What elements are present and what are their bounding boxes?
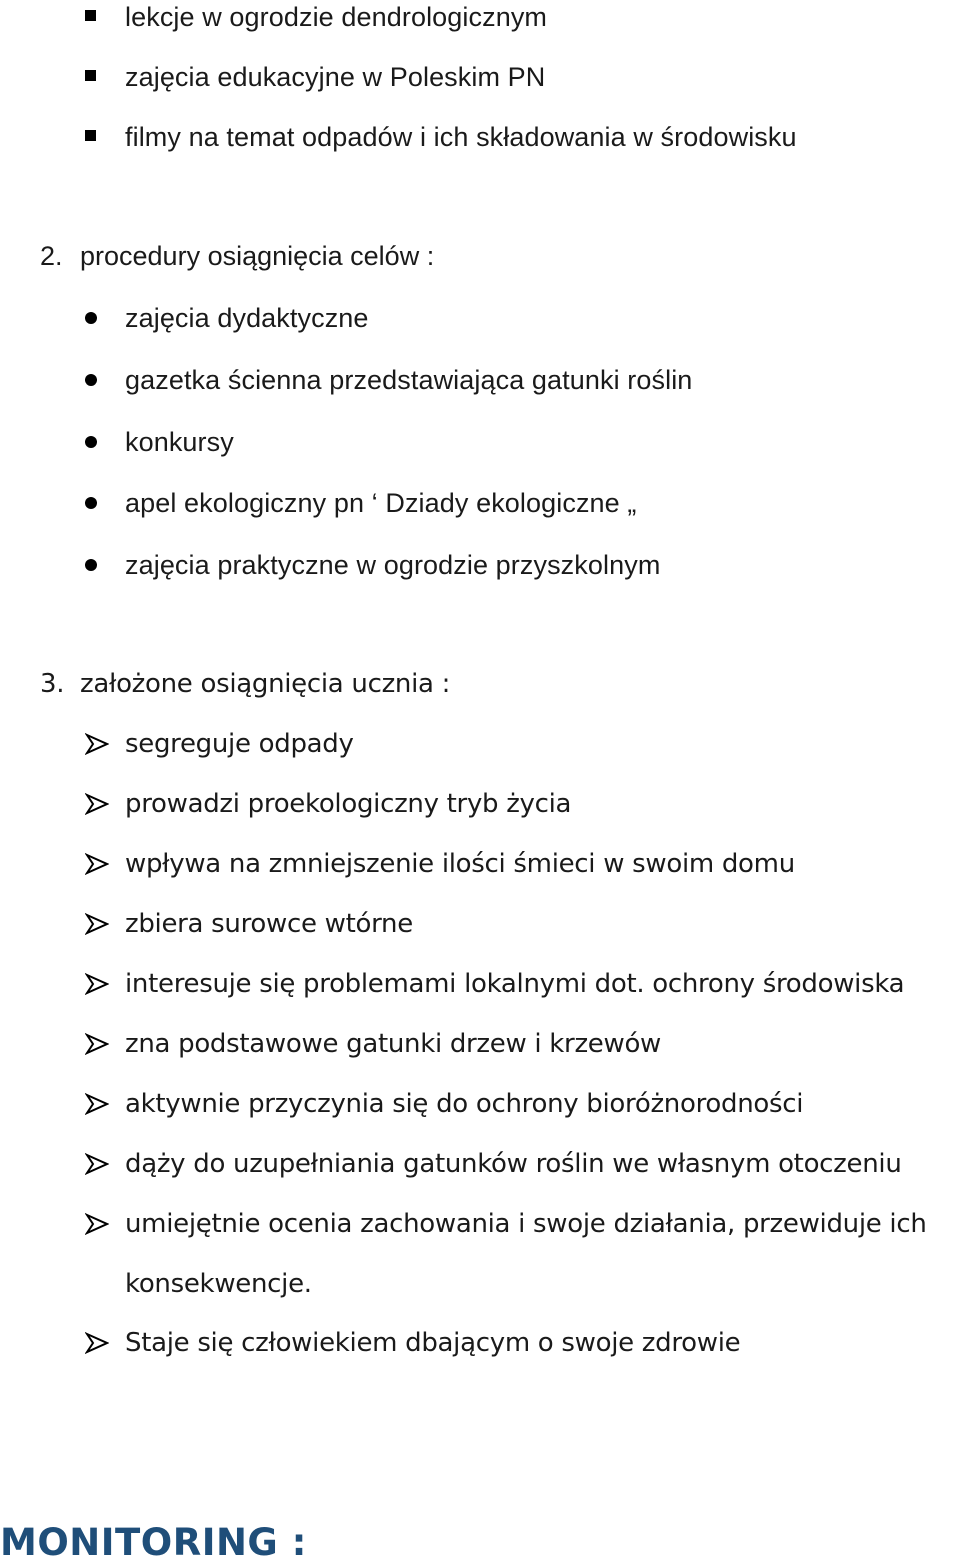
list-item-continuation (0, 1267, 960, 1327)
list-item-text: gazetka ścienna przedstawiająca gatunki roślin (125, 365, 693, 395)
section-heading (40, 667, 450, 701)
list-item (0, 1027, 960, 1087)
list-item-text: wpływa na zmniejszenie ilości śmieci w swoim domu (125, 849, 795, 879)
arrowhead-bullet-icon (85, 1153, 109, 1175)
list-item (0, 1326, 960, 1386)
square-bullet-icon (85, 70, 96, 81)
section-number: 3. (40, 669, 65, 699)
list-item-text: interesuje się problemami lokalnymi dot. ochrony środowiska (125, 969, 905, 999)
list-item (0, 60, 960, 120)
arrowhead-bullet-icon (85, 793, 109, 815)
arrowhead-bullet-icon (85, 1213, 109, 1235)
list-item (0, 787, 960, 847)
list-item-text: lekcje w ogrodzie dendrologicznym (125, 2, 548, 32)
arrowhead-bullet-icon (85, 973, 109, 995)
list-item-text: zajęcia dydaktyczne (125, 303, 369, 333)
list-item-text: prowadzi proekologiczny tryb życia (125, 789, 572, 819)
round-bullet-icon (85, 436, 97, 448)
list-item (0, 967, 960, 1027)
round-bullet-icon (85, 497, 97, 509)
list-item (0, 847, 960, 907)
list-item-text: umiejętnie ocenia zachowania i swoje działania, przewiduje ich (125, 1209, 927, 1239)
square-bullet-icon (85, 130, 96, 141)
arrowhead-bullet-icon (85, 913, 109, 935)
list-item-text: zajęcia edukacyjne w Poleskim PN (125, 62, 546, 92)
list-item-text: dąży do uzupełniania gatunków roślin we własnym otoczeniu (125, 1149, 902, 1179)
round-bullet-icon (85, 559, 97, 571)
list-item-text: filmy na temat odpadów i ich składowania w środowisku (125, 122, 797, 152)
round-bullet-icon (85, 312, 97, 324)
list-item (0, 727, 960, 787)
list-item-text: Staje się człowiekiem dbającym o swoje zdrowie (125, 1328, 741, 1358)
list-item (0, 548, 960, 608)
monitoring-heading: MONITORING : (0, 1521, 307, 1564)
list-item (0, 120, 960, 180)
square-bullet-icon (85, 10, 96, 21)
section-number: 2. (40, 241, 63, 271)
arrowhead-bullet-icon (85, 1093, 109, 1115)
list-item (0, 1207, 960, 1267)
list-item (0, 301, 960, 361)
list-item (0, 0, 960, 60)
round-bullet-icon (85, 374, 97, 386)
arrowhead-bullet-icon (85, 1033, 109, 1055)
list-item-text: apel ekologiczny pn ‘ Dziady ekologiczne „ (125, 488, 637, 518)
list-item (0, 425, 960, 485)
list-item-text: zna podstawowe gatunki drzew i krzewów (125, 1029, 662, 1059)
section-heading (40, 239, 434, 273)
list-item-text: zajęcia praktyczne w ogrodzie przyszkolnym (125, 550, 661, 580)
section-title: założone osiągnięcia ucznia : (80, 669, 451, 699)
list-item (0, 1087, 960, 1147)
list-item (0, 1147, 960, 1207)
list-item-text: zbiera surowce wtórne (125, 909, 413, 939)
list-item-text: konsekwencje. (125, 1269, 312, 1299)
list-item (0, 486, 960, 546)
list-item (0, 907, 960, 967)
list-item-text: segreguje odpady (125, 729, 354, 759)
arrowhead-bullet-icon (85, 853, 109, 875)
arrowhead-bullet-icon (85, 1332, 109, 1354)
arrowhead-bullet-icon (85, 733, 109, 755)
section-title: procedury osiągnięcia celów : (80, 241, 435, 271)
list-item-text: konkursy (125, 427, 234, 457)
list-item (0, 363, 960, 423)
list-item-text: aktywnie przyczynia się do ochrony bioróżnorodności (125, 1089, 804, 1119)
